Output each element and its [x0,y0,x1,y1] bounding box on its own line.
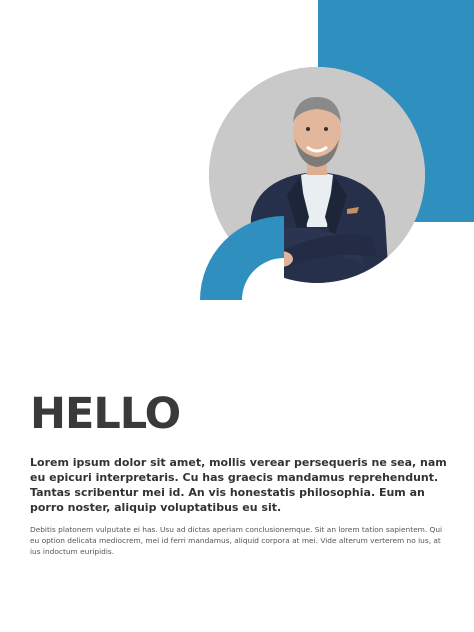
body-paragraph: Debitis platonem vulputate ei has. Usu ad dictas aperiam conclusionemque. Sit an lorem tation sapientem. Qui eu option delicata mediocrem, mei id ferri mandamus, aliquid corpora at mei. Vide alterum verterem no ius, at ius indoctum euripidis. [30,525,443,556]
lead-paragraph: Lorem ipsum dolor sit amet, mollis verear persequeris ne sea, nam eu epicuri interpretaris. Cu has graecis mandamus reprehendunt. Tantas scribentur mei id. An vis honestatis philosophia. Eum an porro noster, aliquip voluptatibus eu sit. [30,456,447,514]
accent-quarter-cutout [242,258,284,300]
page-title: HELLO [30,389,181,439]
accent-quarter-circle [200,216,284,300]
